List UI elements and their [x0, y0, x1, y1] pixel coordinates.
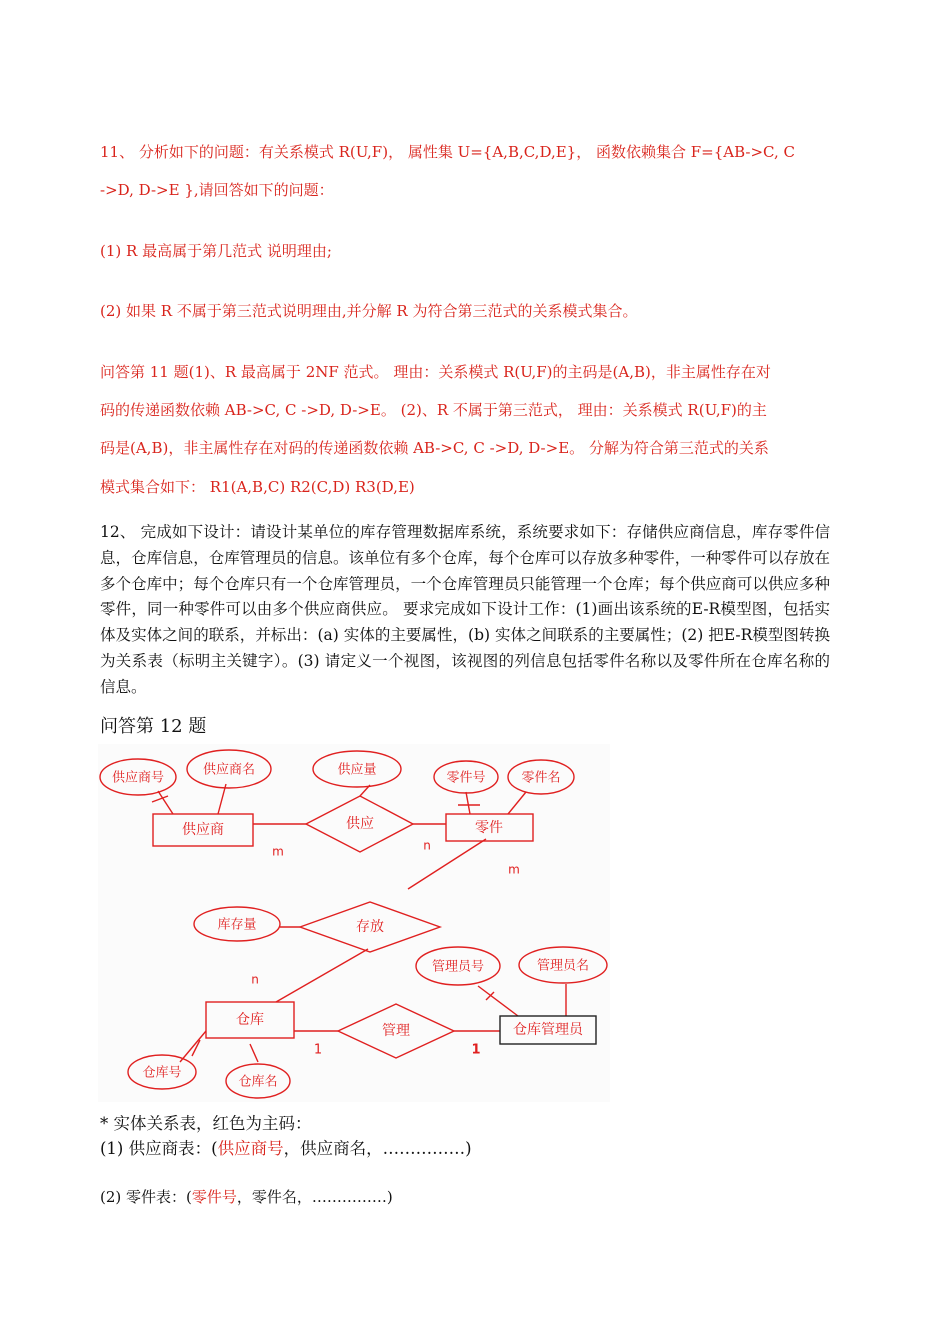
entity-part-label: 零件 [475, 820, 503, 836]
line-part-store [408, 839, 486, 889]
q12-answer-title: 问答第 12 题 [100, 716, 207, 737]
key-mark-supplierno [152, 796, 168, 802]
attr-partno-label: 零件号 [446, 770, 486, 786]
q11-answer-line-2: 码的传递函数依赖 AB->C, C ->D, D->E。 (2)、R 不属于第三范式， 理由：关系模式 R(U,F)的主 [100, 401, 767, 419]
q11-item-2: (2) 如果 R 不属于第三范式说明理由,并分解 R 为符合第三范式的关系模式集合。 [100, 302, 638, 320]
table-1-line [100, 1135, 472, 1159]
entity-manager-label: 仓库管理员 [513, 1022, 583, 1038]
attr-suppliername-label: 供应商名 [202, 762, 256, 778]
q11-line-2: ->D, D->E },请回答如下的问题： [100, 181, 334, 199]
entity-warehouse-label: 仓库 [236, 1012, 264, 1028]
line-warehouse-warehousename [250, 1044, 258, 1062]
er-diagram-svg [98, 744, 610, 1102]
attr-warehousename-label: 仓库名 [238, 1074, 278, 1090]
q12-text: 12、 完成如下设计：请设计某单位的库存管理数据库系统，系统要求如下：存储供应商信息，库存零件信息，仓库信息，仓库管理员的信息。该单位有多个仓库，每个仓库可以存放多种零件，一种零件可以存放在多个仓库中；每个仓库只有一个仓库管理员，一个仓库管理员只能管理一个仓库；每个供应商可以供应多种零件，同一种零件可以由多个供应商供应。 要求完成如下设计工作：(1)画出该系统的E-R模型图，包括实体及实体之间的联系，并标出：(a) 实体的主要属性，(b) 实体之间联系的主要属性；(2) 把E-R模型图转换为关系表（标明主关键字）。(3) 请定义一个视图，该视图的列信息包括零件名称以及零件所在仓库名称的信息。 [100, 523, 830, 696]
table-2-key: 零件号 [191, 1188, 237, 1206]
card-supply-part: n [423, 838, 431, 853]
table-2-line [100, 1186, 393, 1207]
attr-supplierno-label: 供应商号 [111, 770, 165, 786]
q11-answer-line-1: 问答第 11 题(1)、R 最高属于 2NF 范式。 理由：关系模式 R(U,F)的主码是(A,B)，非主属性存在对 [100, 363, 771, 381]
line-partname-part [508, 792, 526, 814]
table-1-prefix: (1) 供应商表：( [100, 1139, 218, 1158]
entity-supplier-label: 供应商 [182, 822, 224, 838]
attr-supplyqty-label: 供应量 [337, 762, 377, 778]
card-warehouse-manage: 1 [313, 1042, 323, 1058]
line-store-warehouse [276, 949, 368, 1002]
table-1-key: 供应商号 [217, 1139, 284, 1158]
q11-item-1: (1) R 最高属于第几范式 说明理由; [100, 242, 332, 260]
card-manage-manager: 1 [471, 1042, 481, 1058]
card-store-warehouse: n [251, 972, 259, 987]
attr-managername-label: 管理员名 [536, 958, 590, 974]
line-warehouse-warehouseno [180, 1031, 206, 1062]
attr-warehouseno-label: 仓库号 [142, 1065, 182, 1081]
card-supplier-supply: m [272, 844, 284, 859]
line-partno-part [466, 792, 470, 814]
er-diagram [98, 744, 610, 1102]
rel-store-label: 存放 [356, 919, 384, 935]
table-1-rest: ，供应商名，……………) [283, 1139, 472, 1158]
q11-line-1: 11、 分析如下的问题：有关系模式 R(U,F)， 属性集 U={A,B,C,D,E}， 函数依赖集合 F={AB->C, C [100, 143, 795, 161]
q11-answer-line-4: 模式集合如下： R1(A,B,C) R2(C,D) R3(D,E) [100, 478, 415, 496]
line-managerno-manager [478, 986, 518, 1016]
card-part-store: m [508, 862, 520, 877]
tables-intro: * 实体关系表，红色为主码： [100, 1114, 312, 1133]
attr-partname-label: 零件名 [521, 770, 561, 786]
table-2-rest: ，零件名，……………) [236, 1188, 393, 1206]
line-supplierno-supplier [158, 791, 173, 814]
rel-supply-label: 供应 [346, 816, 374, 832]
table-2-prefix: (2) 零件表：( [100, 1188, 192, 1206]
attr-managerno-label: 管理员号 [431, 959, 485, 975]
attr-stockqty-label: 库存量 [217, 917, 257, 933]
rel-manage-label: 管理 [382, 1023, 410, 1039]
q11-answer-line-3: 码是(A,B)，非主属性存在对码的传递函数依赖 AB->C, C ->D, D->E。 分解为符合第三范式的关系 [100, 439, 769, 457]
